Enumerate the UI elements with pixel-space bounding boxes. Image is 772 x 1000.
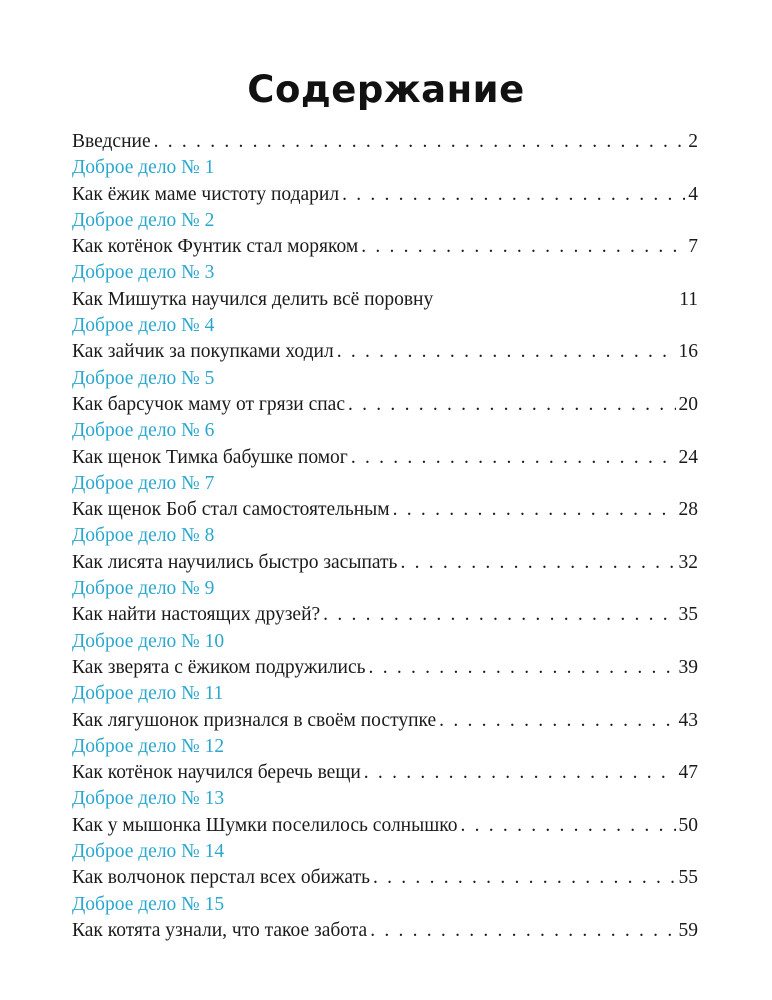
toc-section-heading: Доброе дело № 14 bbox=[72, 841, 225, 863]
toc-page-number: 35 bbox=[678, 604, 698, 626]
toc-section-heading: Доброе дело № 1 bbox=[72, 157, 215, 179]
toc-section-heading: Доброе дело № 11 bbox=[72, 683, 224, 705]
toc-page-number: 24 bbox=[678, 446, 698, 468]
dot-leader bbox=[351, 445, 676, 471]
toc-entry bbox=[72, 708, 698, 734]
toc-entry bbox=[72, 865, 698, 891]
toc-entry-title: Как котёнок Фунтик стал моряком bbox=[72, 236, 359, 258]
dot-leader bbox=[373, 865, 676, 891]
toc-entry-title: Как лисята научились быстро засыпать bbox=[72, 551, 398, 573]
toc-section-heading: Доброе дело № 7 bbox=[72, 472, 215, 494]
toc-entry bbox=[72, 602, 698, 628]
toc-entry-title: Как волчонок перстал всех обижать bbox=[72, 867, 370, 889]
toc-entry-title: Как зверята с ёжиком подружились bbox=[72, 656, 366, 678]
toc-section-heading: Доброе дело № 5 bbox=[72, 367, 215, 389]
toc-entry-title: Как щенок Тимка бабушке помог bbox=[72, 446, 348, 468]
toc-page-number: 55 bbox=[678, 867, 698, 889]
dot-leader bbox=[364, 760, 676, 786]
toc-entry-title: Как барсучок маму от грязи спас bbox=[72, 393, 345, 415]
toc-entry bbox=[72, 445, 698, 471]
toc-page-number: 20 bbox=[678, 393, 698, 415]
dot-leader bbox=[393, 497, 676, 523]
toc-page-number: 7 bbox=[688, 236, 698, 258]
toc-entry bbox=[72, 760, 698, 786]
dot-leader bbox=[400, 550, 675, 576]
toc-entry bbox=[72, 813, 698, 839]
toc-page-number: 47 bbox=[678, 762, 698, 784]
toc-entry bbox=[72, 339, 698, 365]
toc-entry-title: Как щенок Боб стал самостоятельным bbox=[72, 499, 390, 521]
toc-entry-title: Как ёжик маме чистоту подарил bbox=[72, 183, 340, 205]
toc-section-heading: Доброе дело № 10 bbox=[72, 630, 225, 652]
toc-page-number: 4 bbox=[688, 183, 698, 205]
toc-entry bbox=[72, 392, 698, 418]
toc-entry bbox=[72, 918, 698, 944]
toc-page-number: 11 bbox=[679, 288, 698, 310]
toc-page-number: 28 bbox=[678, 499, 698, 521]
toc-entry bbox=[72, 497, 698, 523]
table-of-contents bbox=[72, 129, 698, 944]
toc-entry bbox=[72, 287, 698, 313]
dot-leader bbox=[460, 813, 675, 839]
dot-leader bbox=[439, 708, 675, 734]
toc-section-heading: Доброе дело № 3 bbox=[72, 262, 215, 284]
toc-entry-title: Как лягушонок признался в своём поступке bbox=[72, 709, 437, 731]
dot-leader bbox=[323, 602, 675, 628]
toc-section-heading: Доброе дело № 9 bbox=[72, 578, 215, 600]
toc-section-heading: Доброе дело № 8 bbox=[72, 525, 215, 547]
toc-entry bbox=[72, 234, 698, 260]
toc-entry bbox=[72, 655, 698, 681]
toc-section-heading: Доброе дело № 12 bbox=[72, 735, 225, 757]
dot-leader bbox=[369, 655, 676, 681]
toc-page-number: 39 bbox=[678, 656, 698, 678]
dot-leader bbox=[370, 918, 675, 944]
toc-entry-title: Как Мишутка научился делить всё поровну bbox=[72, 288, 434, 310]
dot-leader bbox=[337, 339, 676, 365]
dot-leader bbox=[361, 234, 685, 260]
toc-entry bbox=[72, 182, 698, 208]
toc-entry-title: Как котята узнали, что такое забота bbox=[72, 919, 368, 941]
toc-entry-title: Как котёнок научился беречь вещи bbox=[72, 762, 361, 784]
toc-section-heading: Доброе дело № 15 bbox=[72, 893, 225, 915]
page-title: Содержание bbox=[247, 68, 525, 111]
toc-page-number: 32 bbox=[678, 551, 698, 573]
toc-section-heading: Доброе дело № 6 bbox=[72, 420, 215, 442]
toc-page-number: 50 bbox=[678, 814, 698, 836]
toc-page-number: 16 bbox=[678, 341, 698, 363]
toc-section-heading: Доброе дело № 2 bbox=[72, 209, 215, 231]
toc-entry-title: Как у мышонка Шумки поселилось солнышко bbox=[72, 814, 458, 836]
dot-leader bbox=[154, 129, 686, 155]
toc-page-number: 59 bbox=[678, 919, 698, 941]
toc-entry-title: Как зайчик за покупками ходил bbox=[72, 341, 334, 363]
toc-entry-title: Введсние bbox=[72, 131, 151, 152]
dot-leader bbox=[342, 182, 685, 208]
dot-leader bbox=[348, 392, 676, 418]
toc-page-number: 2 bbox=[688, 131, 698, 152]
toc-section-heading: Доброе дело № 4 bbox=[72, 315, 215, 337]
toc-section-heading: Доброе дело № 13 bbox=[72, 788, 225, 810]
toc-entry bbox=[72, 550, 698, 576]
toc-entry bbox=[72, 129, 698, 155]
toc-page-number: 43 bbox=[678, 709, 698, 731]
toc-entry-title: Как найти настоящих друзей? bbox=[72, 604, 321, 626]
